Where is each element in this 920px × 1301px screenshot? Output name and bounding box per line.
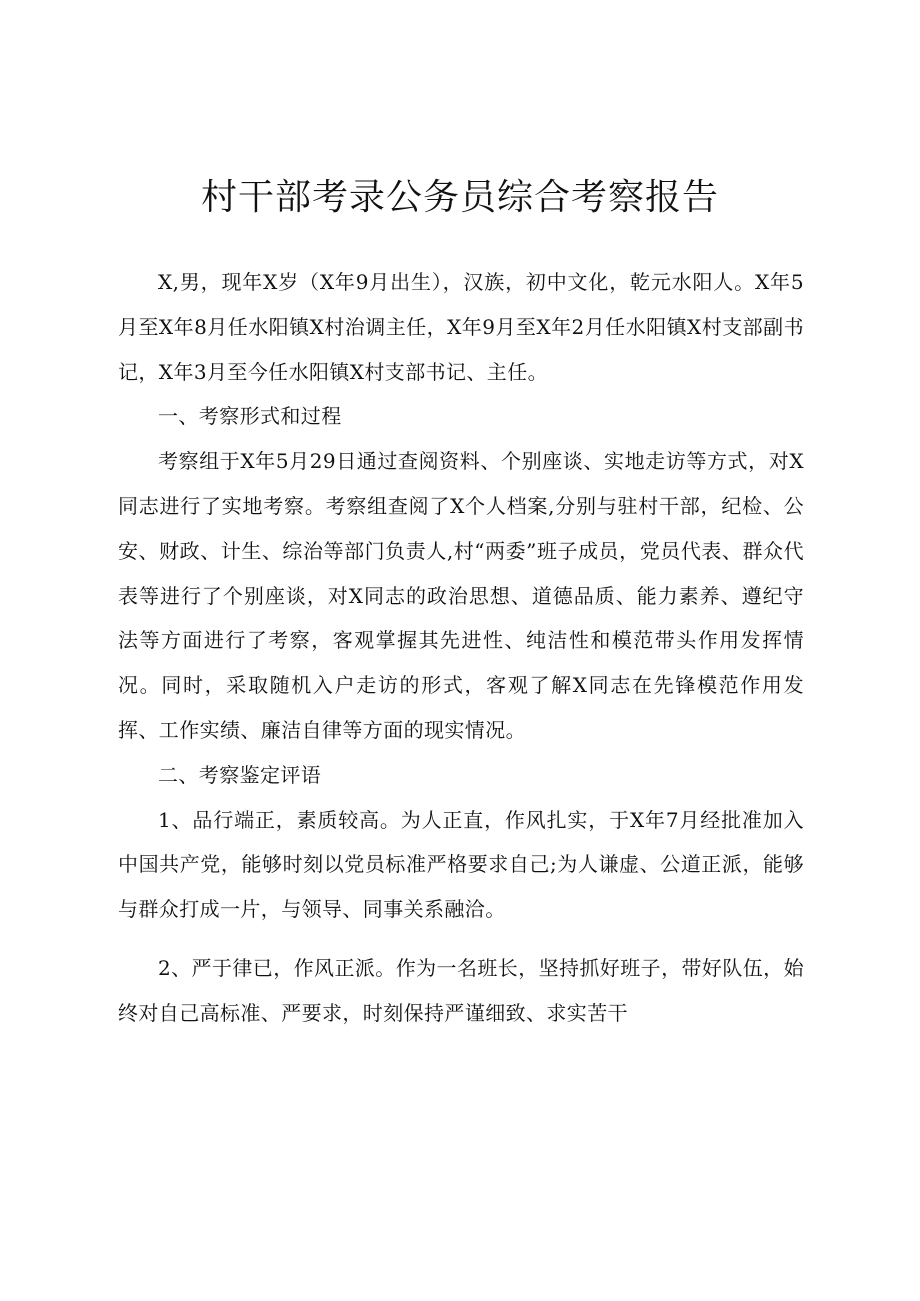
section-2-item-1: 1、品行端正，素质较高。为人正直，作风扎实，于X年7月经批准加入中国共产党，能够时刻以党员标准严格要求自己;为人谦虚、公道正派，能够与群众打成一片，与领导、同事关系融洽。: [118, 807, 804, 922]
document-title: 村干部考录公务员综合考察报告: [200, 177, 719, 218]
document-body: [118, 260, 804, 1036]
section-1-paragraph: 考察组于X年5月29日通过查阅资料、个别座谈、实地走访等方式，对X同志进行了实地考察。考察组查阅了X个人档案,分别与驻村干部，纪检、公安、财政、计生、综治等部门负责人,村“两委”班子成员，党员代表、群众代表等进行了个别座谈，对X同志的政治思想、道德品质、能力素养、遵纪守法等方面进行了考察，客观掌握其先进性、纯洁性和模范带头作用发挥情况。同时，采取随机入户走访的形式，客观了解X同志在先锋模范作用发挥、工作实绩、廉洁自律等方面的现实情况。: [118, 449, 804, 742]
section-1-heading: 一、考察形式和过程: [158, 404, 342, 429]
section-2-heading: 二、考察鉴定评语: [158, 762, 322, 787]
intro-paragraph: X,男，现年X岁（X年9月出生），汉族，初中文化，乾元水阳人。X年5月至X年8月任水阳镇X村治调主任，X年9月至X年2月任水阳镇X村支部副书记，X年3月至今任水阳镇X村支部书记、主任。: [118, 270, 804, 384]
section-2-item-2: 2、严于律已，作风正派。作为一名班长，坚持抓好班子，带好队伍，始终对自己高标准、严要求，时刻保持严谨细致、求实苦干: [118, 955, 804, 1025]
